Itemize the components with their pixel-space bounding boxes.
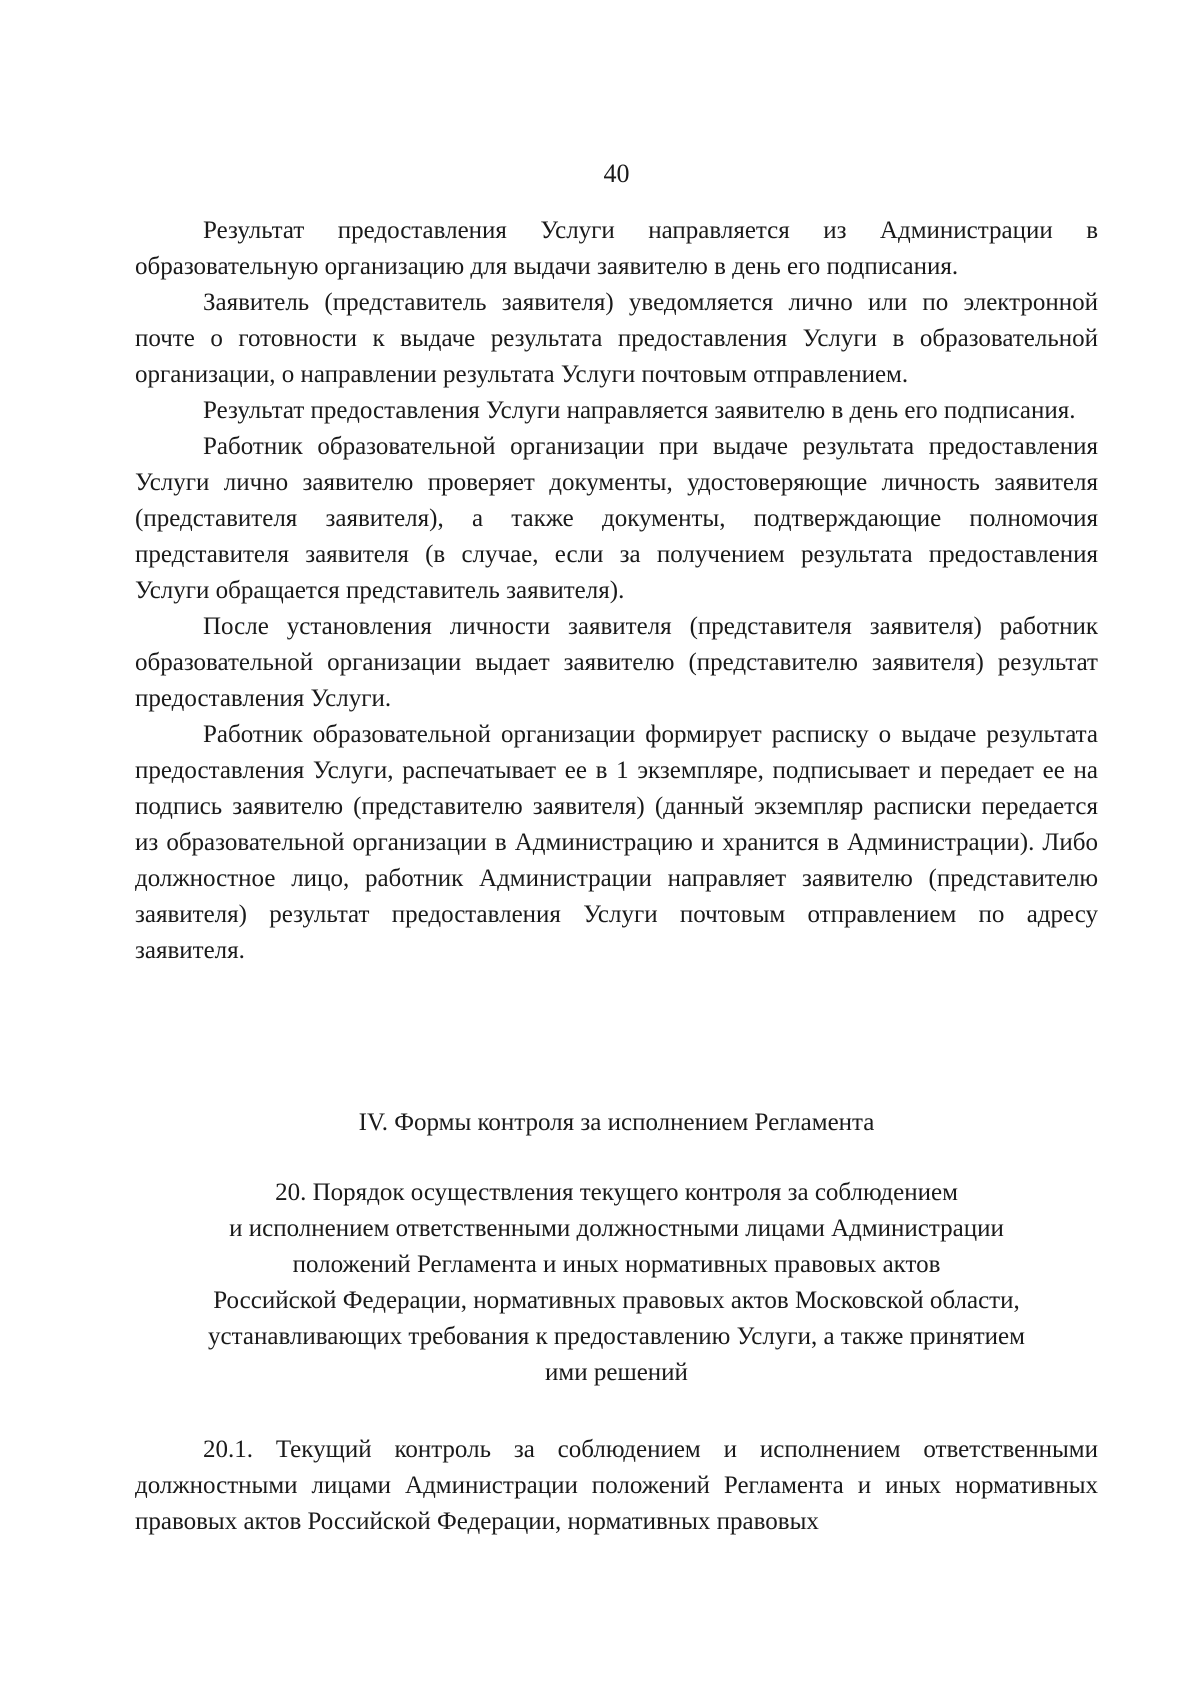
subsection-heading-line: устанавливающих требования к предоставлению Услуги, а также принятием bbox=[208, 1323, 1025, 1350]
subsection-heading-line: положений Регламента и иных нормативных правовых актов bbox=[292, 1251, 941, 1278]
subsection-heading bbox=[135, 1175, 1098, 1391]
subsection-heading-line: ими решений bbox=[545, 1359, 688, 1386]
paragraph-result-sent: Результат предоставления Услуги направляется из Администрации в образовательную организацию для выдачи заявителю в день его подписания. bbox=[135, 217, 1098, 280]
page-number: 40 bbox=[603, 159, 630, 188]
document-page bbox=[135, 0, 1098, 1697]
paragraph-receipt-formed: Работник образовательной организации формирует расписку о выдаче результата предоставления Услуги, распечатывает ее в 1 экземпляре, подписывает и передает ее на подпись заявителю (представителю заявителя) (данный экземпляр расписки передается из образовательной организации в Администрацию и хранится в Администрации). Либо должностное лицо, работник Администрации направляет заявителю (представителю заявителя) результат предоставления Услуги почтовым отправлением по адресу заявителя. bbox=[135, 721, 1098, 964]
paragraph-result-sent-same-day: Результат предоставления Услуги направляется заявителю в день его подписания. bbox=[203, 397, 1076, 424]
paragraph-current-control: 20.1. Текущий контроль за соблюдением и исполнением ответственными должностными лицами Администрации положений Регламента и иных нормативных правовых актов Российской Федерации, нормативных правовых bbox=[135, 1436, 1098, 1535]
tail-text bbox=[135, 1432, 1098, 1540]
section-heading: IV. Формы контроля за исполнением Регламента bbox=[358, 1109, 875, 1136]
subsection-heading-line: 20. Порядок осуществления текущего контроля за соблюдением bbox=[275, 1179, 958, 1206]
body-text bbox=[135, 213, 1098, 969]
subsection-heading-line: Российской Федерации, нормативных правовых актов Московской области, bbox=[213, 1287, 1020, 1314]
subsection-heading-line: и исполнением ответственными должностными лицами Администрации bbox=[229, 1215, 1004, 1242]
paragraph-employee-issues-result: После установления личности заявителя (представителя заявителя) работник образовательной организации выдает заявителю (представителю заявителя) результат предоставления Услуги. bbox=[135, 613, 1098, 712]
paragraph-applicant-notified: Заявитель (представитель заявителя) уведомляется лично или по электронной почте о готовности к выдаче результата предоставления Услуги в образовательной организации, о направлении результата Услуги почтовым отправлением. bbox=[135, 289, 1098, 388]
paragraph-employee-checks-documents: Работник образовательной организации при выдаче результата предоставления Услуги лично заявителю проверяет документы, удостоверяющие личность заявителя (представителя заявителя), а также документы, подтверждающие полномочия представителя заявителя (в случае, если за получением результата предоставления Услуги обращается представитель заявителя). bbox=[135, 433, 1098, 604]
